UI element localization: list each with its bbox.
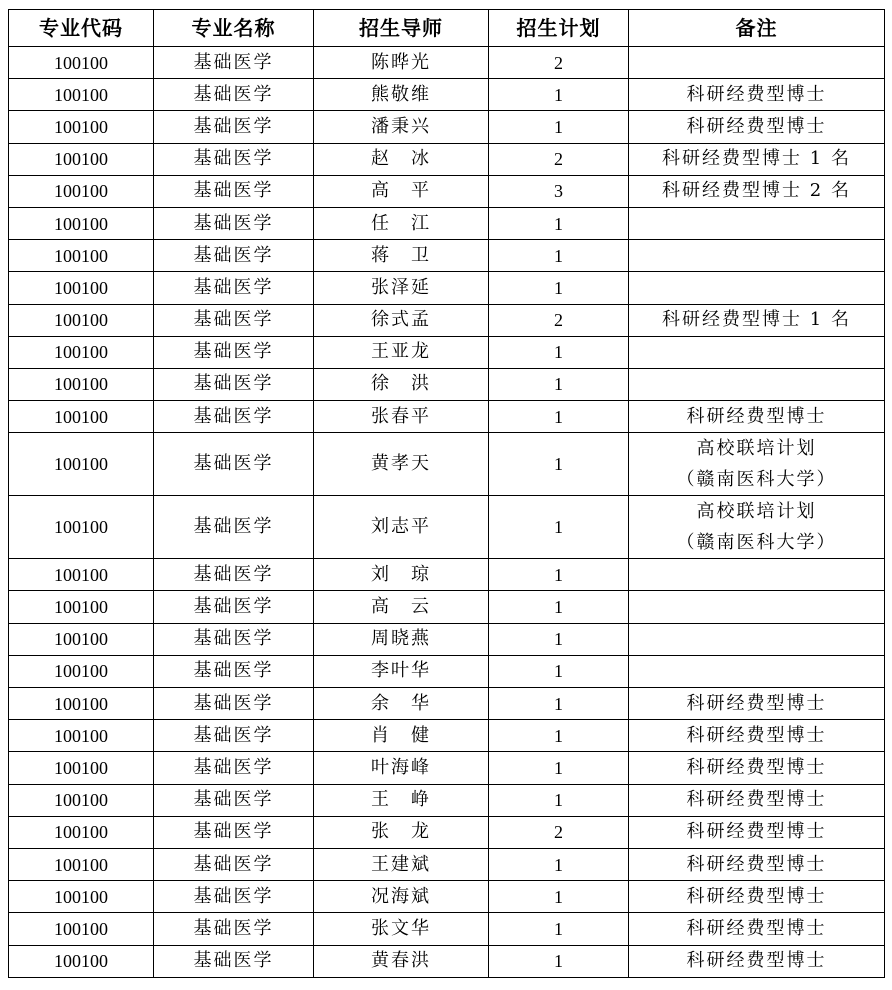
cell-major-name: 基础医学 [154, 336, 314, 368]
cell-major-code: 100100 [9, 175, 154, 207]
header-plan: 招生计划 [489, 10, 629, 47]
cell-plan: 1 [489, 336, 629, 368]
cell-plan: 1 [489, 881, 629, 913]
cell-note: 科研经费型博士 [629, 79, 885, 111]
cell-advisor: 叶海峰 [314, 752, 489, 784]
cell-advisor: 张文华 [314, 913, 489, 945]
cell-advisor: 陈晔光 [314, 47, 489, 79]
cell-note: 科研经费型博士 [629, 401, 885, 433]
cell-plan: 2 [489, 143, 629, 175]
cell-major-code: 100100 [9, 368, 154, 400]
cell-plan: 2 [489, 304, 629, 336]
cell-major-name: 基础医学 [154, 304, 314, 336]
cell-note [629, 496, 885, 559]
table-row [9, 79, 885, 111]
cell-major-code: 100100 [9, 848, 154, 880]
table-row [9, 47, 885, 79]
table-row [9, 688, 885, 720]
cell-advisor: 王亚龙 [314, 336, 489, 368]
cell-advisor: 黄孝天 [314, 433, 489, 496]
table-body [9, 47, 885, 978]
cell-note [629, 623, 885, 655]
cell-advisor: 李叶华 [314, 655, 489, 687]
cell-note: 科研经费型博士 [629, 784, 885, 816]
cell-advisor: 刘志平 [314, 496, 489, 559]
cell-major-code: 100100 [9, 111, 154, 143]
cell-plan: 1 [489, 401, 629, 433]
cell-note [629, 47, 885, 79]
table-row [9, 720, 885, 752]
cell-note [629, 591, 885, 623]
cell-plan: 1 [489, 496, 629, 559]
cell-plan: 1 [489, 433, 629, 496]
cell-major-code: 100100 [9, 623, 154, 655]
cell-major-name: 基础医学 [154, 591, 314, 623]
table-row [9, 143, 885, 175]
cell-major-code: 100100 [9, 816, 154, 848]
cell-major-code: 100100 [9, 240, 154, 272]
cell-note [629, 336, 885, 368]
cell-major-code: 100100 [9, 79, 154, 111]
cell-major-code: 100100 [9, 401, 154, 433]
cell-major-code: 100100 [9, 720, 154, 752]
cell-note: 科研经费型博士 1 名 [629, 143, 885, 175]
table-row [9, 816, 885, 848]
cell-plan: 1 [489, 848, 629, 880]
table-row [9, 945, 885, 977]
cell-major-name: 基础医学 [154, 433, 314, 496]
cell-note [629, 240, 885, 272]
note-line: （赣南医科大学） [676, 532, 837, 554]
header-note: 备注 [629, 10, 885, 47]
table-row [9, 304, 885, 336]
table-row [9, 881, 885, 913]
cell-major-name: 基础医学 [154, 848, 314, 880]
cell-note [629, 655, 885, 687]
cell-note [629, 368, 885, 400]
note-line: 高校联培计划 [696, 501, 817, 523]
cell-plan: 2 [489, 816, 629, 848]
cell-note: 科研经费型博士 1 名 [629, 304, 885, 336]
cell-major-code: 100100 [9, 47, 154, 79]
cell-note: 科研经费型博士 [629, 913, 885, 945]
cell-major-name: 基础医学 [154, 79, 314, 111]
cell-major-code: 100100 [9, 752, 154, 784]
table-row [9, 913, 885, 945]
cell-major-code: 100100 [9, 272, 154, 304]
table-row [9, 623, 885, 655]
cell-note [629, 272, 885, 304]
cell-note [629, 207, 885, 239]
table-row [9, 401, 885, 433]
cell-major-name: 基础医学 [154, 496, 314, 559]
table-row [9, 591, 885, 623]
cell-major-name: 基础医学 [154, 401, 314, 433]
cell-plan: 1 [489, 368, 629, 400]
admissions-table [8, 9, 885, 978]
table-row [9, 272, 885, 304]
cell-note: 科研经费型博士 [629, 111, 885, 143]
cell-major-code: 100100 [9, 655, 154, 687]
cell-note: 科研经费型博士 [629, 752, 885, 784]
cell-note: 科研经费型博士 [629, 945, 885, 977]
note-line: 高校联培计划 [696, 438, 817, 460]
cell-major-name: 基础医学 [154, 720, 314, 752]
cell-major-name: 基础医学 [154, 688, 314, 720]
cell-plan: 1 [489, 752, 629, 784]
cell-major-name: 基础医学 [154, 111, 314, 143]
cell-major-name: 基础医学 [154, 240, 314, 272]
cell-plan: 1 [489, 623, 629, 655]
cell-advisor: 徐 洪 [314, 368, 489, 400]
cell-advisor: 高 云 [314, 591, 489, 623]
cell-note: 科研经费型博士 [629, 848, 885, 880]
cell-note: 科研经费型博士 [629, 720, 885, 752]
cell-major-code: 100100 [9, 433, 154, 496]
cell-major-code: 100100 [9, 688, 154, 720]
cell-major-code: 100100 [9, 496, 154, 559]
cell-advisor: 张 龙 [314, 816, 489, 848]
cell-note: 科研经费型博士 [629, 816, 885, 848]
cell-advisor: 黄春洪 [314, 945, 489, 977]
cell-major-name: 基础医学 [154, 623, 314, 655]
note-line: （赣南医科大学） [676, 469, 837, 491]
cell-major-code: 100100 [9, 304, 154, 336]
cell-advisor: 况海斌 [314, 881, 489, 913]
cell-plan: 1 [489, 79, 629, 111]
cell-note [629, 559, 885, 591]
cell-major-name: 基础医学 [154, 784, 314, 816]
cell-advisor: 刘 琼 [314, 559, 489, 591]
cell-advisor: 肖 健 [314, 720, 489, 752]
cell-advisor: 任 江 [314, 207, 489, 239]
cell-major-name: 基础医学 [154, 816, 314, 848]
cell-plan: 1 [489, 720, 629, 752]
cell-advisor: 余 华 [314, 688, 489, 720]
cell-plan: 1 [489, 272, 629, 304]
cell-plan: 1 [489, 655, 629, 687]
cell-major-code: 100100 [9, 881, 154, 913]
table-row [9, 848, 885, 880]
cell-major-name: 基础医学 [154, 207, 314, 239]
table-row [9, 240, 885, 272]
cell-major-name: 基础医学 [154, 559, 314, 591]
table-row [9, 559, 885, 591]
cell-major-name: 基础医学 [154, 752, 314, 784]
cell-advisor: 徐式孟 [314, 304, 489, 336]
table-row [9, 175, 885, 207]
cell-plan: 3 [489, 175, 629, 207]
cell-major-name: 基础医学 [154, 945, 314, 977]
cell-plan: 2 [489, 47, 629, 79]
cell-advisor: 王建斌 [314, 848, 489, 880]
cell-advisor: 张泽延 [314, 272, 489, 304]
cell-plan: 1 [489, 559, 629, 591]
cell-plan: 1 [489, 913, 629, 945]
cell-plan: 1 [489, 945, 629, 977]
header-major-code: 专业代码 [9, 10, 154, 47]
table-row [9, 111, 885, 143]
cell-advisor: 张春平 [314, 401, 489, 433]
cell-plan: 1 [489, 688, 629, 720]
cell-major-name: 基础医学 [154, 143, 314, 175]
cell-major-code: 100100 [9, 945, 154, 977]
cell-major-name: 基础医学 [154, 368, 314, 400]
header-advisor: 招生导师 [314, 10, 489, 47]
cell-major-name: 基础医学 [154, 655, 314, 687]
cell-plan: 1 [489, 591, 629, 623]
cell-advisor: 蒋 卫 [314, 240, 489, 272]
cell-note: 科研经费型博士 [629, 688, 885, 720]
table-row [9, 496, 885, 559]
cell-major-name: 基础医学 [154, 47, 314, 79]
cell-advisor: 赵 冰 [314, 143, 489, 175]
table-row [9, 655, 885, 687]
cell-note: 科研经费型博士 [629, 881, 885, 913]
header-major-name: 专业名称 [154, 10, 314, 47]
table-row [9, 752, 885, 784]
cell-major-code: 100100 [9, 336, 154, 368]
table-row [9, 207, 885, 239]
table-row [9, 368, 885, 400]
cell-major-code: 100100 [9, 591, 154, 623]
cell-plan: 1 [489, 111, 629, 143]
cell-plan: 1 [489, 240, 629, 272]
cell-major-name: 基础医学 [154, 913, 314, 945]
cell-advisor: 熊敬维 [314, 79, 489, 111]
cell-major-name: 基础医学 [154, 272, 314, 304]
cell-major-code: 100100 [9, 913, 154, 945]
cell-note: 科研经费型博士 2 名 [629, 175, 885, 207]
cell-major-name: 基础医学 [154, 175, 314, 207]
cell-major-code: 100100 [9, 784, 154, 816]
table-row [9, 784, 885, 816]
table-row [9, 433, 885, 496]
cell-plan: 1 [489, 784, 629, 816]
cell-plan: 1 [489, 207, 629, 239]
cell-advisor: 王 峥 [314, 784, 489, 816]
cell-major-code: 100100 [9, 143, 154, 175]
table-header-row [9, 10, 885, 47]
cell-advisor: 潘秉兴 [314, 111, 489, 143]
cell-major-code: 100100 [9, 559, 154, 591]
cell-advisor: 高 平 [314, 175, 489, 207]
cell-major-code: 100100 [9, 207, 154, 239]
cell-note [629, 433, 885, 496]
cell-major-name: 基础医学 [154, 881, 314, 913]
cell-advisor: 周晓燕 [314, 623, 489, 655]
table-row [9, 336, 885, 368]
